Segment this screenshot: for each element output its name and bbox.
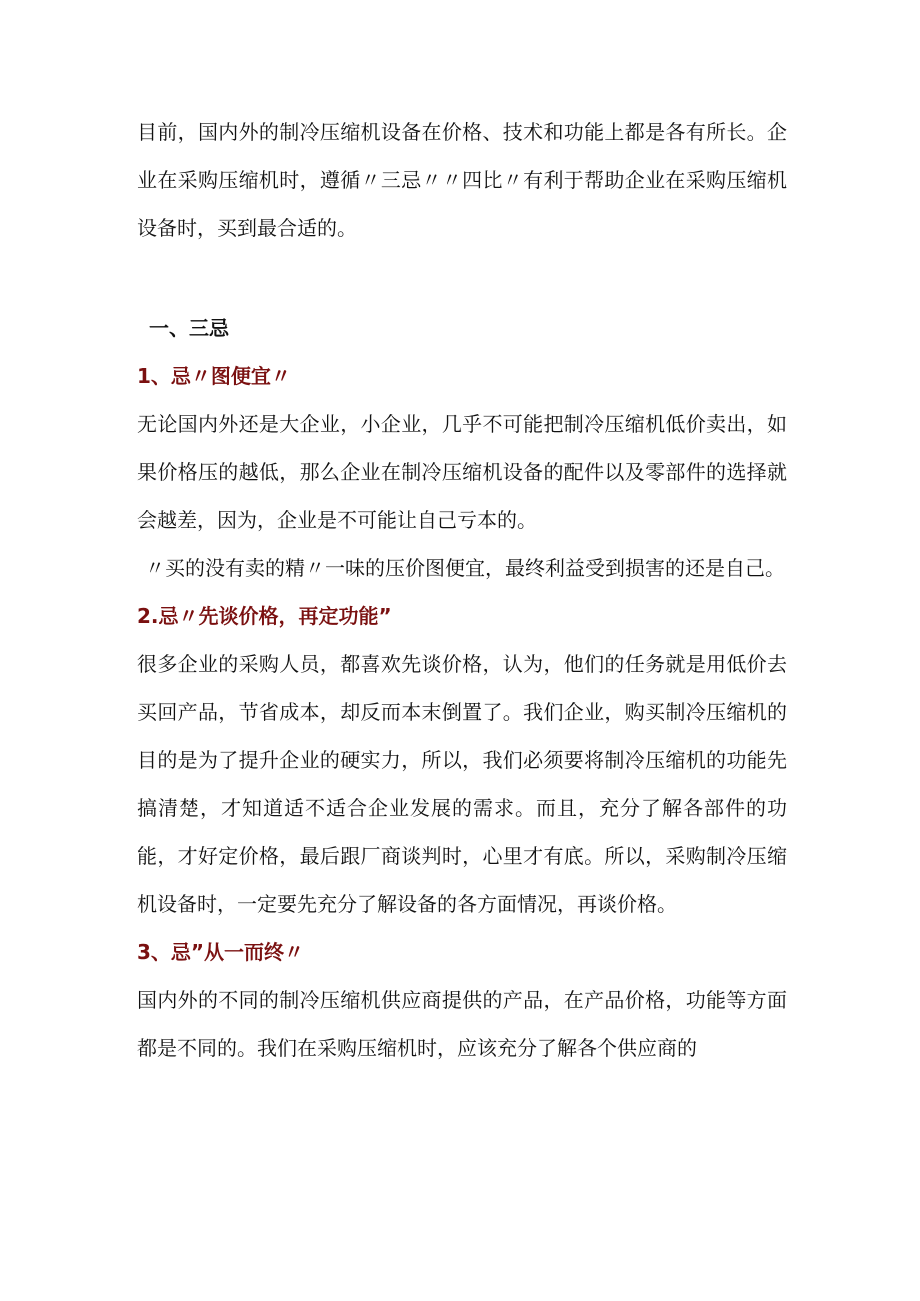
taboo-1-paragraph-1: 无论国内外还是大企业，小企业，几乎不可能把制冷压缩机低价卖出，如果价格压的越低，那么企业在制冷压缩机设备的配件以及零部件的选择就会越差，因为，企业是不可能让自己亏本的。 [137,412,787,532]
taboo-3-paragraph-1: 国内外的不同的制冷压缩机供应商提供的产品，在产品价格，功能等方面都是不同的。我们在采购压缩机时，应该充分了解各个供应商的 [137,988,787,1060]
taboo-2-paragraph-1: 很多企业的采购人员，都喜欢先谈价格，认为，他们的任务就是用低价去买回产品，节省成本，却反而本末倒置了。我们企业，购买制冷压缩机的目的是为了提升企业的硬实力，所以，我们必须要将制冷压缩机的功能先搞清楚，才知道适不适合企业发展的需求。而且，充分了解各部件的功能，才好定价格，最后跟厂商谈判时，心里才有底。所以，采购制冷压缩机设备时，一定要先充分了解设备的各方面情况，再谈价格。 [137,652,787,916]
document-body [137,108,787,1072]
taboo-1-paragraph-2: 〃买的没有卖的精〃一味的压价图便宜，最终利益受到损害的还是自己。 [145,556,785,580]
subheading-taboo-1: 1、忌〃图便宜〃 [137,364,291,388]
subheading-taboo-2: 2.忌〃先谈价格，再定功能” [137,604,392,628]
subheading-taboo-3: 3、忌”从一而终〃 [137,940,305,964]
intro-paragraph: 目前，国内外的制冷压缩机设备在价格、技术和功能上都是各有所长。企业在采购压缩机时，遵循〃三忌〃〃四比〃有利于帮助企业在采购压缩机设备时，买到最合适的。 [137,120,787,240]
section-title-three-taboos: 一、三忌 [149,316,229,340]
